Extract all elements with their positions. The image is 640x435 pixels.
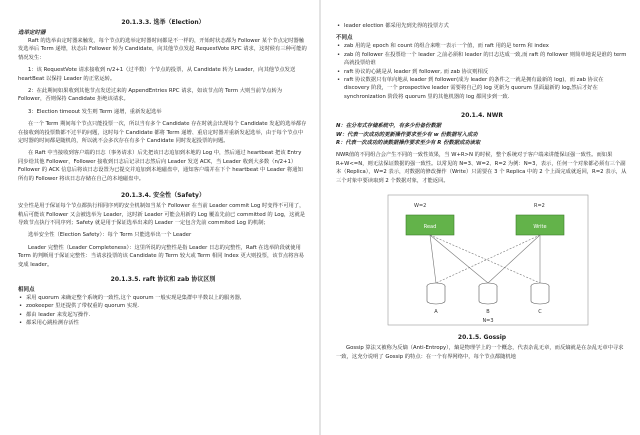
paragraph: Leader 完整性（Leader Completeness）：这里所说的完整性是指 Leader 日志的完整性，Raft 在选举阶段就使用 Term 的判断用于保证完整性：当请求投票的该 Candidate 的 Term 较大或 Term 相同 Index 更大则投票，该节点将容易变成 leader。 <box>18 244 305 268</box>
right-page-content <box>336 0 628 361</box>
section-heading-election: 20.1.3.3. 选举（Election） <box>121 19 205 26</box>
list-item: • raft 协议的心跳是从 leader 到 follower, 而 zab 协议则相反 <box>336 68 628 76</box>
paragraph: NWR值的不同组合会产生不同的一致性效果，当 W+R>N 的时候，整个系统对于客户端来讲能保证强一致性。而如果 R+W<=N，则无法保证数据的强一致性。以常见的 N=3、W=2、R=2 为例：N=3，表示，任何一个对象都必须有三个副本（Replica），W=2 表示，对数据的修改操作（Write）只需要在 3 个 Replica 中的 2 个上面完成就返回，R=2 表示，从三个对象中要读取到 2 个数据对象，才能返回。 <box>336 152 627 184</box>
left-page <box>0 0 318 435</box>
paragraph: 在一个 Term 期间每个节点只能投票一次，所以当有多个 Candidate 存在时就会出现每个 Candidate 发起的选举都存在接收到的投票数都不过半的问题，这时每个 Candidate 都将 Term 递增、重启定时器并重新发起选举，由于每个节点中定时器的时间都是随机的，所以就不会多次存在有多个 Candidate 同时发起投票的问题。 <box>18 121 307 145</box>
paragraph: Gossip 算法又被称为反熵（Anti-Entropy），熵是物理学上的一个概念，代表杂乱无章，而反熵就是在杂乱无章中寻求一致，这充分说明了 Gossip 的特点：在一个有界网络中，每个节点都随机地 <box>336 345 624 360</box>
paragraph: 选举安全性（Election Safety）：每个 Term 只能选举出一个 Leader <box>28 232 192 239</box>
paragraph: 在 Raft 中当接收到客户端的日志（事务请求）后先把该日志追加到本地的 Log 中，然后通过 heartbeat 把该 Entry 同步给其他 Follower，Follower 接收到日志后记录日志然后向 Leader 发送 ACK，当 Leader 收到大多数（n/2+1）Follower 的 ACK 信息后将该日志设置为已提交并追加到本地磁盘中，通知客户端并在下个 heartbeat 中 Leader 将通知所有的 Follower 将该日志存储在自己的本地磁盘中。 <box>18 150 303 182</box>
read-box-label: Read <box>423 224 437 231</box>
nwr-diagram <box>336 191 628 329</box>
paragraph: Raft 的选举由定时器来触发，每个节点的选举定时器时间都是不一样的，开始时状态都为 Follower 某个节点定时器触发选举后 Term 递增，状态由 Follower 转为 Candidate，向其他节点发起 RequestVote RPC 请求，这时候有三种可能的情况发生： <box>18 38 307 61</box>
connection-lines <box>430 235 540 283</box>
section-heading-gossip: 20.1.5. Gossip <box>457 334 507 342</box>
n-label: N=3 <box>482 318 494 325</box>
paragraph: 安全性是用于保证每个节点都执行相同序列的安全机制如当某个 Follower 在当前 Leader commit Log 时变得不可用了，稍后可能该 Follower 又会被选举为 Leader，这时新 Leader 可能会用新的 Log 覆盖先前已 committed 的 Log，这就是导致节点执行不同序列；Safety 就是用于保证选举出来的 Leader 一定包含先前 commited Log 的机制； <box>18 203 306 226</box>
disk-c-icon <box>531 283 549 304</box>
list-item: • zab 用的是 epoch 和 count 的组合来唯一表示一个值，而 raft 用的是 term 和 index <box>336 42 628 50</box>
disk-a-label: A <box>434 309 438 316</box>
list-item: • zookeeper 里还提供了带权重的 quorum 实现. <box>18 302 308 310</box>
list-item: • leader election 都采用先到先得的投票方式 <box>336 22 628 30</box>
r-label: R=2 <box>534 203 545 210</box>
disk-a-icon <box>427 283 445 304</box>
list-item: • zab 的 follower 在投票给一个 leader 之前必须和 leader 的日志达成一致,而 raft 的 follower 则简单地说是谁的 term 高就投票给谁 <box>336 51 628 68</box>
definition-r: R：代表一次成功的读数据操作要求至少有 R 份数据成功读取 <box>336 140 481 147</box>
w-label: W=2 <box>414 203 427 210</box>
paragraph: 3：Election timeout 发生则 Term 递增，重新发起选举 <box>28 108 162 115</box>
section-heading-safety: 20.1.3.4. 安全性（Safety） <box>121 192 205 200</box>
subheading-election-timer: 选举定时器 <box>18 30 46 36</box>
definition-n: N：在分布式存储系统中，有多少份备份数据 <box>336 123 442 130</box>
disk-c-label: C <box>538 309 542 316</box>
disk-b-label: B <box>486 309 490 316</box>
left-page-content <box>18 0 308 328</box>
section-heading-nwr: 20.1.4. NWR <box>461 112 503 120</box>
right-page <box>322 0 640 435</box>
disk-b-icon <box>479 283 497 304</box>
nwr-diagram-svg <box>336 191 628 329</box>
list-item: • raft 协议数据只有单向地从 leader 到 follower(成为 leader 的条件之一就是拥有最新的 log)，而 zab 协议在 discovery 阶段，一个 prospective leader 需要将自己的 log 更新为 quorum 里面最新的 log,然后才好在 synchronization 阶段将 quorum 里的其他机器的 log 都同步到一致. <box>336 76 628 101</box>
write-box-label: Write <box>533 224 547 231</box>
subheading-differences: 不同点 <box>336 35 353 42</box>
paragraph: 2：在此期间如果收到其他节点发送过来的 AppendEntries RPC 请求，如该节点的 Term 大则当前节点转为 Follower，否则保持 Candidate 拒绝该请求。 <box>18 88 283 103</box>
paragraph: 1：该 RequestVote 请求接收到 n/2+1（过半数）个节点的投票，从 Candidate 转为 Leader，向其他节点发送 heartBeat 以保持 Leader 的正常运转。 <box>18 67 296 82</box>
definition-w: W：代表一次成功的更新操作要求至少有 w 份数据写入成功 <box>336 131 478 138</box>
list-item: • 都采用心跳检测存活性 <box>18 319 308 327</box>
page-divider <box>319 0 321 435</box>
list-item: • 都由 leader 来发起写操作. <box>18 311 308 319</box>
subheading-similarities: 相同点 <box>18 286 35 293</box>
list-item: • 采用 quorum 来确定整个系统的一致性,这个 quorum 一般实现是集群中半数以上的服务器, <box>18 294 308 302</box>
section-heading-raft-vs-zab: 20.1.3.5. raft 协议和 zab 协议区别 <box>110 275 216 283</box>
